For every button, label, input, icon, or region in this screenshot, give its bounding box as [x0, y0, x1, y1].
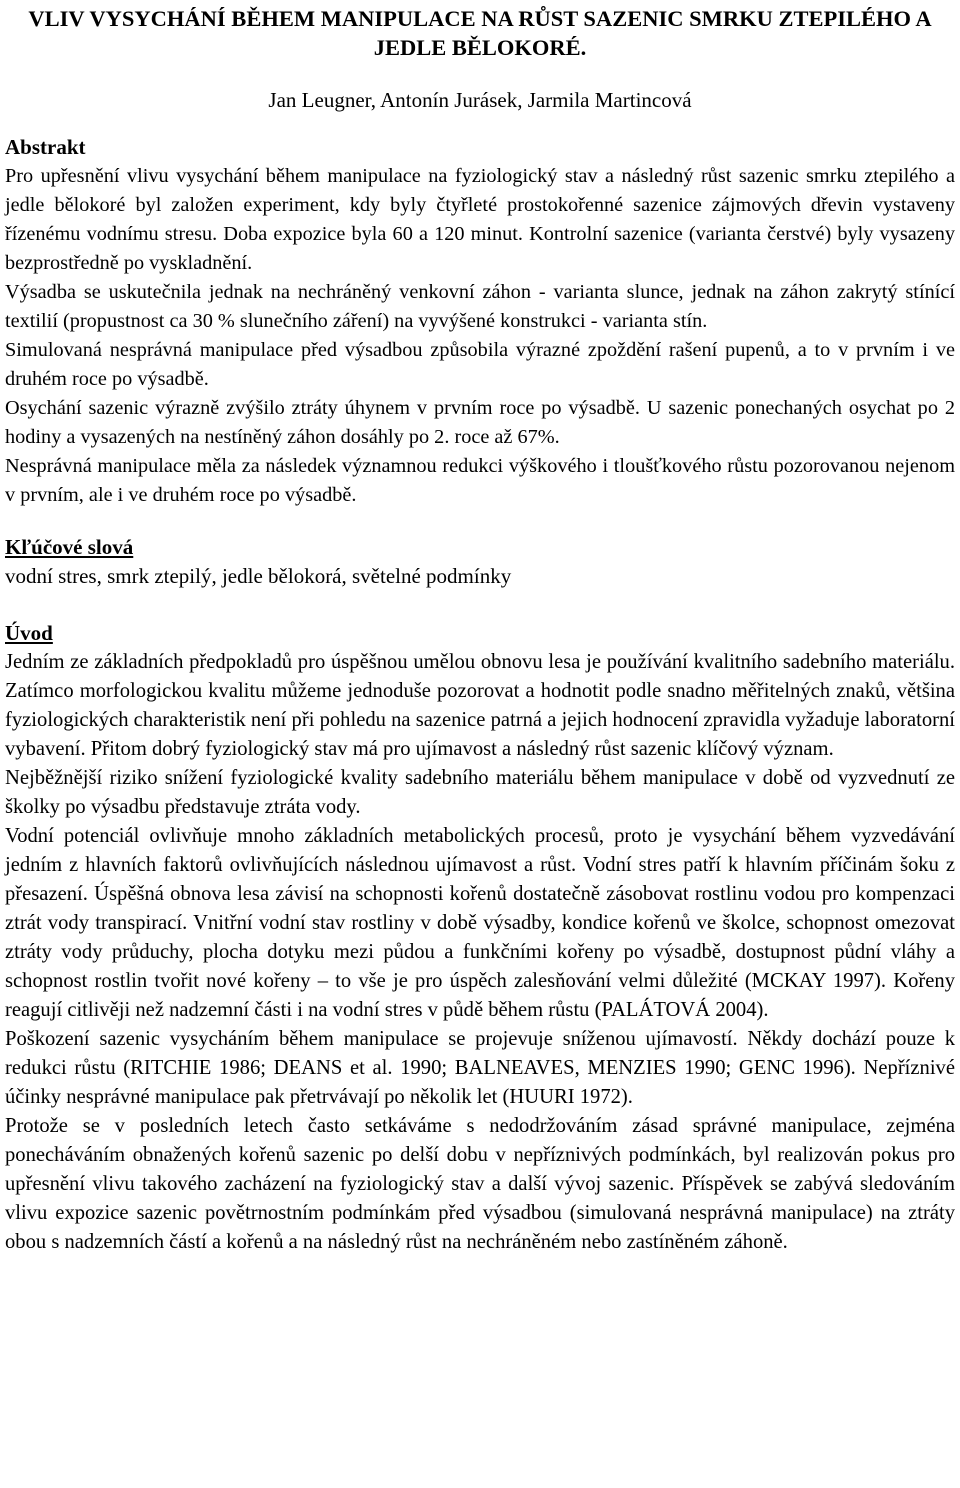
abstract-paragraph-5: Nesprávná manipulace měla za následek významnou redukci výškového i tloušťkového růstu pozorovanou nejenom v prvním, ale i ve druhém roce po výsadbě. — [5, 455, 955, 506]
keywords-section — [5, 533, 955, 591]
keywords-heading: Kľúčové slová — [5, 535, 134, 559]
keywords-text: vodní stres, smrk ztepilý, jedle bělokorá, světelné podmínky — [5, 564, 512, 588]
introduction-paragraph-3: Vodní potenciál ovlivňuje mnoho základních metabolických procesů, proto je vysychání během vyzvedávání jedním z hlavních faktorů ovlivňujících následnou ujímavost a růst. Vodní stres patří k hlavním příčinám šoku z přesazení. Úspěšná obnova lesa závisí na schopnosti kořenů dostatečně zásobovat rostlinu vodou pro kompenzaci ztrát vody transpirací. Vnitřní vodní stav rostliny v době výsadby, kondice kořenů ve školce, schopnost omezovat ztráty vody průduchy, plocha dotyku mezi půdou a funkčními kořeny po výsadbě, dostupnost půdní vláhy a schopnost rostlin tvořit nové kořeny – to vše je pro úspěch zalesňování velmi důležité (MCKAY 1997). Kořeny reagují citlivěji než nadzemní části i na vodní stres v půdě během růstu (PALÁTOVÁ 2004). — [5, 825, 955, 1021]
introduction-paragraph-5: Protože se v posledních letech často setkáváme s nedodržováním zásad správné manipulace, zejména ponecháváním obnažených kořenů sazenic po delší dobu v nepříznivých podmínkách, byl realizován pokus pro upřesnění vlivu takového zacházení na fyziologický stav a další vývoj sazenic. Příspěvek se zabývá sledováním vlivu expozice sazenic povětrnostním podmínkám před výsadbou (simulovaná nesprávná manipulace) na ztráty obou s nadzemních částí a kořenů a na následný růst na nechráněném nebo zastíněném záhoně. — [5, 1115, 955, 1253]
introduction-paragraph-1: Jedním ze základních předpokladů pro úspěšnou umělou obnovu lesa je používání kvalitního sadebního materiálu. Zatímco morfologickou kvalitu můžeme jednoduše pozorovat a hodnotit podle snadno měřitelných znaků, většina fyziologických charakteristik není při pohledu na sazenice patrná a jejich hodnocení zpravidla vyžaduje laboratorní vybavení. Přitom dobrý fyziologický stav má pro ujímavost a následný růst sazenic klíčový význam. — [5, 651, 955, 760]
abstract-paragraph-2: Výsadba se uskutečnila jednak na nechráněný venkovní záhon - varianta slunce, jednak na záhon zakrytý stínící textilií (propustnost ca 30 % slunečního záření) na vyvýšené konstrukci - varianta stín. — [5, 281, 955, 332]
abstract-paragraph-3: Simulovaná nesprávná manipulace před výsadbou způsobila výrazné zpoždění rašení pupenů, a to v prvním i ve druhém roce po výsadbě. — [5, 339, 955, 390]
abstract-section — [5, 133, 955, 510]
document-page — [0, 4, 960, 1488]
abstract-paragraph-4: Osychání sazenic výrazně zvýšilo ztráty úhynem v prvním roce po výsadbě. U sazenic ponechaných osychat po 2 hodiny a vysazených na nestíněný záhon dosáhly po 2. roce až 67%. — [5, 397, 955, 448]
paper-title: VLIV VYSYCHÁNÍ BĚHEM MANIPULACE NA RŮST SAZENIC SMRKU ZTEPILÉHO A JEDLE BĚLOKORÉ. — [28, 6, 932, 60]
introduction-paragraph-2: Nejběžnější riziko snížení fyziologické kvality sadebního materiálu během manipulace v době od vyzvednutí ze školky po výsadbu představuje ztráta vody. — [5, 767, 955, 818]
introduction-heading: Úvod — [5, 621, 53, 645]
authors-line: Jan Leugner, Antonín Jurásek, Jarmila Martincová — [268, 88, 692, 112]
abstract-paragraph-1: Pro upřesnění vlivu vysychání během manipulace na fyziologický stav a následný růst sazenic smrku ztepilého a jedle bělokoré byl založen experiment, kdy byly čtyřleté prostokořenné sazenice zájmových dřevin vystaveny řízenému vodnímu stresu. Doba expozice byla 60 a 120 minut. Kontrolní sazenice (varianta čerstvé) byly vysazeny bezprostředně po vyskladnění. — [5, 165, 955, 274]
introduction-section — [5, 619, 955, 1257]
abstract-heading: Abstrakt — [5, 135, 86, 159]
introduction-paragraph-4: Poškození sazenic vysycháním během manipulace se projevuje sníženou ujímavostí. Někdy dochází pouze k redukci růstu (RITCHIE 1986; DEANS et al. 1990; BALNEAVES, MENZIES 1990; GENC 1996). Nepříznivé účinky nesprávné manipulace pak přetrvávají po několik let (HUURI 1972). — [5, 1028, 955, 1108]
